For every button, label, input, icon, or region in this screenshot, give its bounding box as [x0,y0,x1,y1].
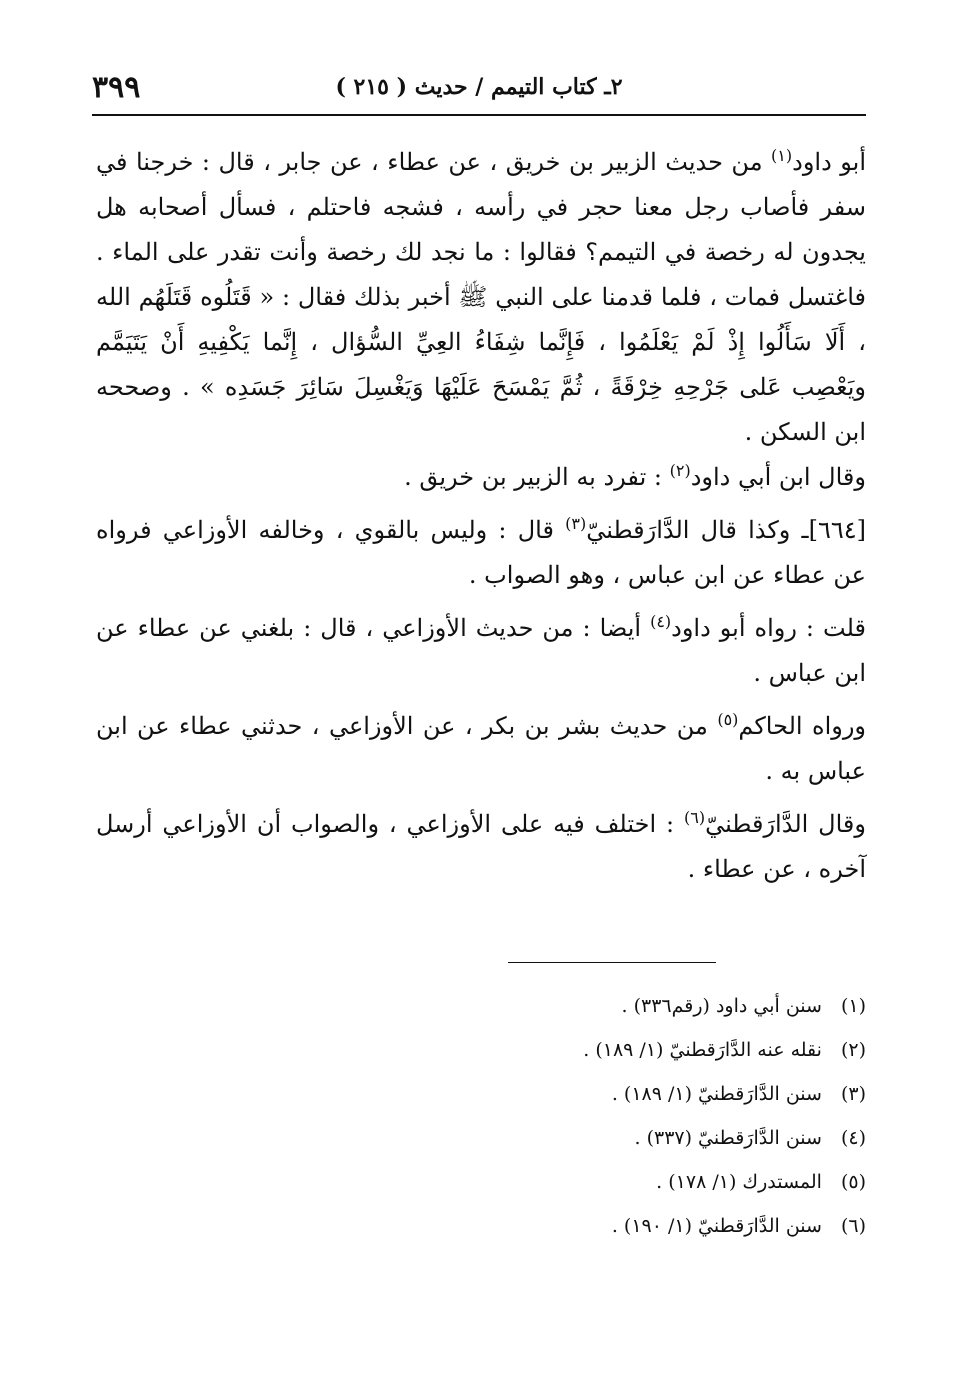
paragraph [96,140,866,455]
text-span: وقال ابن أبي داود [690,463,866,491]
text-span: قال : وليس بالقوي ، وخالفه الأوزاعي فرواه عن عطاء عن ابن عباس ، وهو الصواب . [96,516,866,589]
text-span: قلت : رواه أبو داود [671,614,866,642]
paragraph [96,508,866,598]
footnote-text: سنن الدَّارَقطنيّ (١/ ١٩٠) . [611,1215,822,1237]
footnote [96,1164,866,1208]
footnote [96,1076,866,1120]
footnote-number: (٤) [840,1127,866,1149]
footnote-number: (٦) [840,1215,866,1237]
footnote [96,1208,866,1252]
footnote-ref[interactable]: (٢) [669,461,691,480]
running-title: ٢ـ كتاب التيمم / حديث ( ٢١٥ ) [335,74,623,100]
footnote-number: (١) [840,995,866,1017]
paragraph [96,802,866,892]
text-span: ورواه الحاكم [738,712,867,740]
paragraph [96,704,866,794]
text-span: أيضا : من حديث الأوزاعي ، قال : بلغني عن عطاء عن ابن عباس . [96,614,866,687]
footnote-number: (٥) [840,1171,866,1193]
footnotes [96,988,866,1252]
footnote-text: سنن الدَّارَقطنيّ (٣٣٧) . [634,1127,822,1149]
footnote-ref[interactable]: (٣) [565,514,587,533]
page-header [92,68,866,108]
page-number: ٣٩٩ [92,70,141,105]
footnote-ref[interactable]: (٦) [683,808,706,827]
footnote-separator [508,962,716,963]
footnote [96,1120,866,1164]
footnote-number: (٢) [840,1039,866,1061]
main-text [96,140,866,892]
paragraph [96,455,866,500]
text-span: أبو داود [792,148,866,176]
footnote-ref[interactable]: (١) [771,146,793,165]
text-span: وقال الدَّارَقطنيّ [705,810,866,838]
footnote-text: نقله عنه الدَّارَقطنيّ (١/ ١٨٩) . [583,1039,822,1061]
footnote-ref[interactable]: (٤) [650,612,672,631]
text-span: : تفرد به الزبير بن خريق . [404,463,670,491]
text-span: من حديث الزبير بن خريق ، عن عطاء ، عن جابر ، قال : خرجنا في سفر فأصاب رجل معنا حجر في رأسه ، فشجه فاحتلم ، فسأل أصحابه هل يجدون له رخصة في التيمم؟ فقالوا : ما نجد لك رخصة وأنت تقدر على الماء . فاغتسل فمات ، فلما قدمنا على النبي ﷺ أخبر بذلك فقال : « قَتَلُوه قَتَلَهُم الله ، أَلَا سَأَلُوا إِذْ لَمْ يَعْلَمُوا ، فَإِنَّما شِفَاءُ العِيِّ السُّؤال ، إِنَّما يَكْفِيهِ أَنْ يَتَيَمَّم ويَعْصِب عَلى جَرْحِهِ خِرْقَةً ، ثُمَّ يَمْسَحَ عَلَيْهَا وَيَغْسِلَ سَائِرَ جَسَدِه » . وصححه ابن السكن . [96,148,866,446]
paragraph [96,606,866,696]
footnote [96,1032,866,1076]
text-span: من حديث بشر بن بكر ، عن الأوزاعي ، حدثني عطاء عن ابن عباس به . [96,712,866,785]
header-rule [92,114,866,116]
text-span: : اختلف فيه على الأوزاعي ، والصواب أن الأوزاعي أرسل آخره ، عن عطاء . [96,810,866,883]
footnote-ref[interactable]: (٥) [717,710,739,729]
footnote-text: سنن الدَّارَقطنيّ (١/ ١٨٩) . [611,1083,822,1105]
text-span: [٦٦٤]ـ وكذا قال الدَّارَقطنيّ [586,516,866,544]
footnote [96,988,866,1032]
footnote-number: (٣) [840,1083,866,1105]
footnote-text: سنن أبي داود (رقم٣٣٦) . [621,995,822,1017]
footnote-text: المستدرك (١/ ١٧٨) . [656,1171,822,1193]
